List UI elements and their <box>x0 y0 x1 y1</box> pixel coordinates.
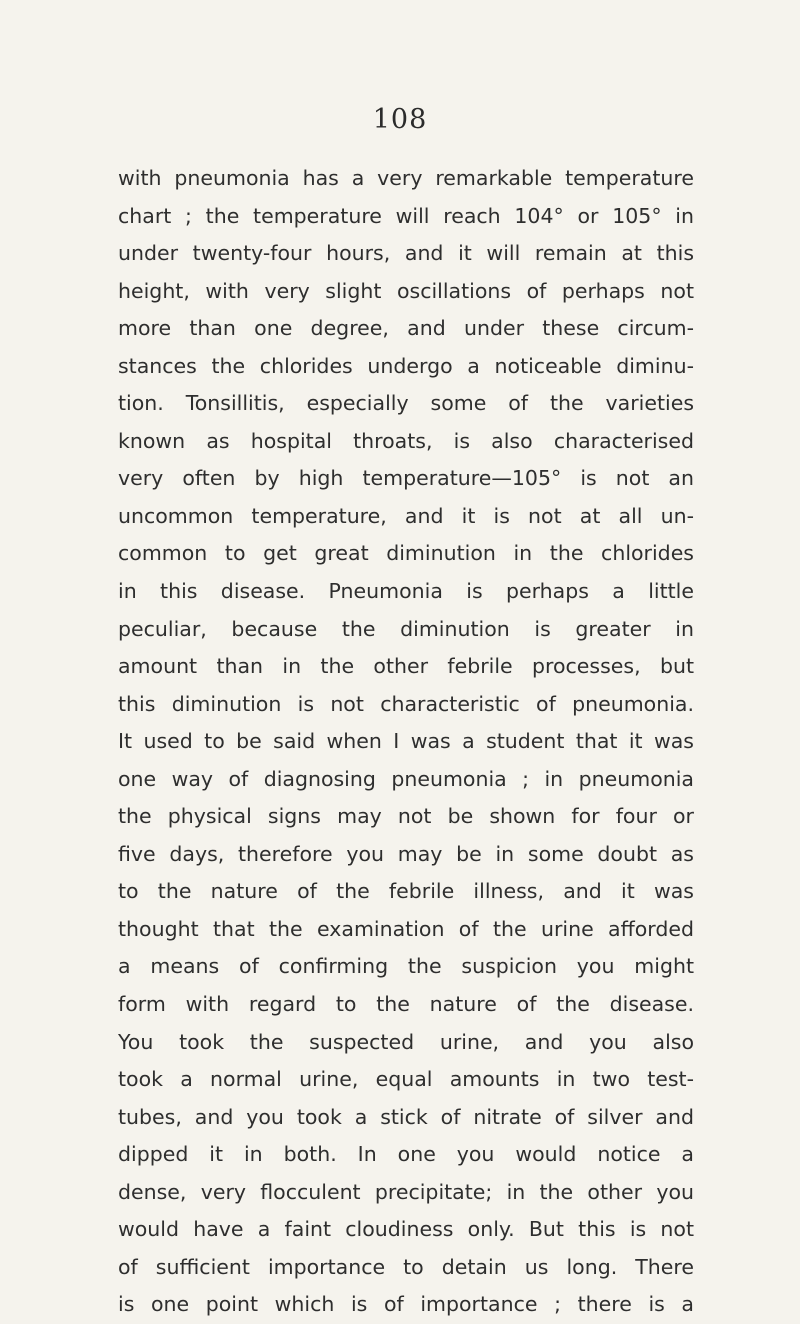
text-line: with pneumonia has a very remarkable temperature <box>118 166 694 190</box>
text-line: to the nature of the febrile illness, and it was <box>118 879 694 904</box>
body-text <box>118 160 694 1324</box>
text-line: this diminution is not characteristic of pneumonia. <box>118 691 694 716</box>
text-line: took a normal urine, equal amounts in two test- <box>118 1067 694 1092</box>
text-line: height, with very slight oscillations of perhaps not <box>118 278 694 303</box>
text-line: one way of diagnosing pneumonia ; in pneumonia <box>118 766 694 791</box>
text-line: thought that the examination of the urine afforded <box>118 916 694 941</box>
text-line: of sufficient importance to detain us long. There <box>118 1254 694 1279</box>
text-line: known as hospital throats, is also characterised <box>118 428 694 453</box>
text-line: You took the suspected urine, and you also <box>118 1029 694 1054</box>
text-line: chart ; the temperature will reach 104° or 105° in <box>118 203 694 228</box>
text-line: form with regard to the nature of the disease. <box>118 992 694 1017</box>
text-line: under twenty-four hours, and it will remain at this <box>118 241 694 266</box>
text-line: in this disease. Pneumonia is perhaps a little <box>118 579 694 604</box>
text-line: dipped it in both. In one you would notice a <box>118 1142 694 1167</box>
text-line: common to get great diminution in the chlorides <box>118 541 694 566</box>
text-line: amount than in the other febrile processes, but <box>118 654 694 679</box>
text-line: would have a faint cloudiness only. But this is not <box>118 1217 694 1242</box>
text-line: tion. Tonsillitis, especially some of the varieties <box>118 391 694 416</box>
text-line: five days, therefore you may be in some doubt as <box>118 841 694 866</box>
text-line: tubes, and you took a stick of nitrate of silver and <box>118 1104 694 1129</box>
text-line: a means of confirming the suspicion you might <box>118 954 694 979</box>
text-line: peculiar, because the diminution is greater in <box>118 616 694 641</box>
text-line: very often by high temperature—105° is not an <box>118 466 694 491</box>
text-line: the physical signs may not be shown for four or <box>118 804 694 829</box>
text-line: is one point which is of importance ; there is a <box>118 1292 694 1317</box>
text-line: stances the chlorides undergo a noticeable diminu- <box>118 353 694 378</box>
text-line: dense, very flocculent precipitate; in the other you <box>118 1179 694 1204</box>
page-number: 108 <box>372 104 428 135</box>
text-line: uncommon temperature, and it is not at all un- <box>118 503 694 528</box>
text-line: It used to be said when I was a student that it was <box>118 729 694 754</box>
text-line: more than one degree, and under these circum- <box>118 316 694 341</box>
